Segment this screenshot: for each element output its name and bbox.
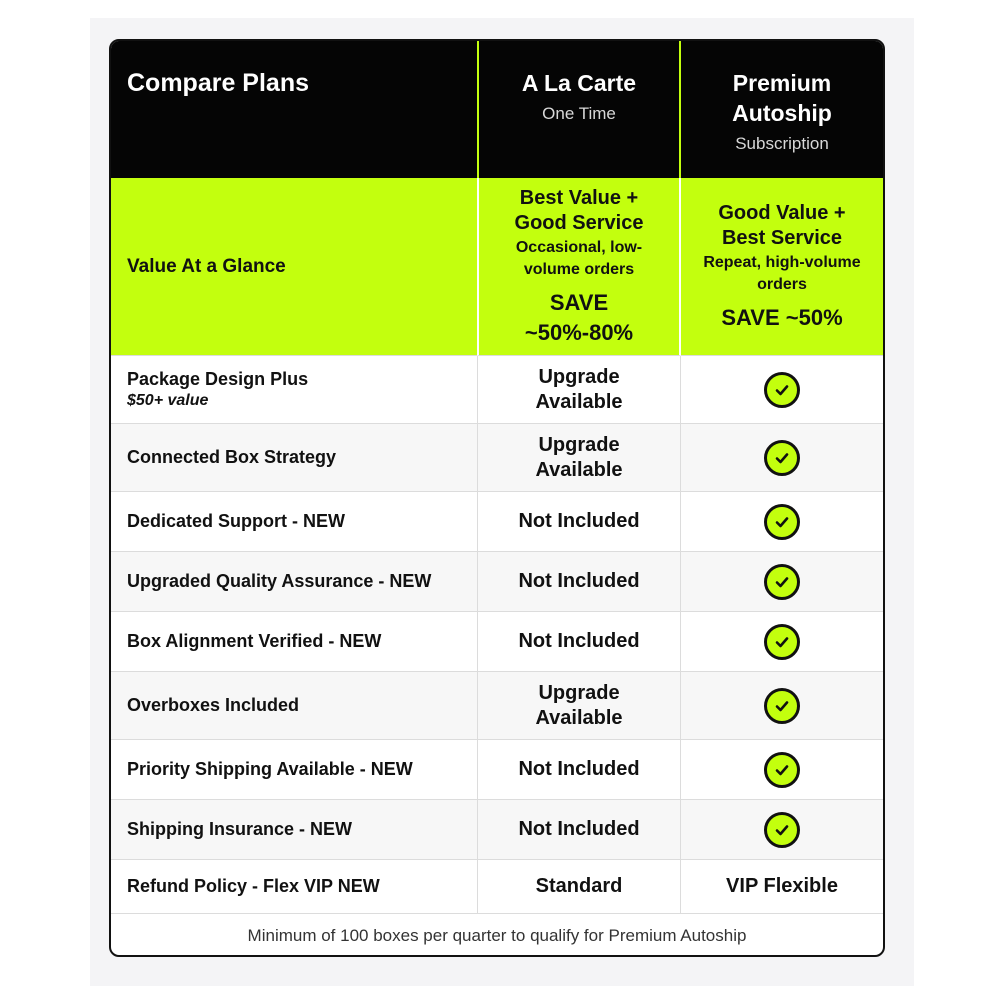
premium-autoship-value (681, 740, 883, 800)
a-la-carte-text: Upgrade (538, 681, 620, 704)
premium-autoship-value (681, 492, 883, 552)
a-la-carte-value (477, 672, 681, 740)
premium-autoship-value (681, 672, 883, 740)
value-description: volume orders (523, 260, 635, 278)
a-la-carte-value: Not Included (477, 800, 681, 860)
premium-autoship-value: VIP Flexible (681, 860, 883, 914)
feature-priority-shipping: Priority Shipping Available - NEW (111, 740, 477, 800)
compare-plans-table (109, 39, 885, 957)
plan-name: A La Carte (521, 70, 637, 96)
a-la-carte-value: Not Included (477, 612, 681, 672)
a-la-carte-text: Upgrade (538, 365, 620, 388)
value-title: Good Service (514, 211, 644, 234)
value-title: Best Service (721, 226, 843, 249)
feature-overboxes-included: Overboxes Included (111, 672, 477, 740)
check-icon (764, 752, 800, 788)
a-la-carte-value: Standard (477, 860, 681, 914)
table-title: Compare Plans (111, 41, 477, 178)
a-la-carte-value: Not Included (477, 740, 681, 800)
value-savings: SAVE (549, 289, 609, 315)
check-icon (764, 372, 800, 408)
feature-upgraded-quality-assurance: Upgraded Quality Assurance - NEW (111, 552, 477, 612)
feature-refund-policy: Refund Policy - Flex VIP NEW (111, 860, 477, 914)
feature-dedicated-support: Dedicated Support - NEW (111, 492, 477, 552)
check-icon (764, 688, 800, 724)
value-savings: SAVE ~50% (721, 304, 843, 330)
value-description: orders (757, 275, 807, 293)
plan-name: Premium (732, 70, 832, 96)
value-title: Best Value + (519, 186, 639, 209)
a-la-carte-text: Available (535, 706, 623, 729)
premium-autoship-value (681, 356, 883, 424)
a-la-carte-text: Available (535, 390, 623, 413)
a-la-carte-text: Upgrade (538, 433, 620, 456)
a-la-carte-text: Available (535, 458, 623, 481)
feature-sublabel: $50+ value (127, 392, 209, 409)
premium-autoship-value (681, 800, 883, 860)
plan-name: Autoship (732, 100, 832, 126)
plan-header-a-la-carte (477, 41, 681, 178)
feature-connected-box-strategy: Connected Box Strategy (111, 424, 477, 492)
premium-autoship-value (681, 424, 883, 492)
check-icon (764, 624, 800, 660)
value-title: Good Value + (718, 201, 846, 224)
plan-header-premium-autoship (681, 41, 883, 178)
feature-package-design-plus (111, 356, 477, 424)
value-premium-autoship (681, 178, 883, 356)
check-icon (764, 812, 800, 848)
check-icon (764, 564, 800, 600)
value-description: Occasional, low- (515, 238, 643, 256)
a-la-carte-value: Not Included (477, 552, 681, 612)
check-icon (764, 504, 800, 540)
feature-box-alignment-verified: Box Alignment Verified - NEW (111, 612, 477, 672)
feature-label: Package Design Plus (127, 369, 309, 389)
plan-type: Subscription (735, 134, 829, 153)
premium-autoship-value (681, 612, 883, 672)
premium-autoship-value (681, 552, 883, 612)
feature-shipping-insurance: Shipping Insurance - NEW (111, 800, 477, 860)
check-icon (764, 440, 800, 476)
a-la-carte-value (477, 356, 681, 424)
value-label: Value At a Glance (111, 178, 477, 356)
a-la-carte-value: Not Included (477, 492, 681, 552)
a-la-carte-value (477, 424, 681, 492)
value-description: Repeat, high-volume (703, 253, 861, 271)
value-savings: ~50%-80% (524, 319, 634, 345)
plan-type: One Time (542, 104, 616, 123)
footer-note: Minimum of 100 boxes per quarter to qualify for Premium Autoship (247, 926, 747, 945)
value-a-la-carte (477, 178, 681, 356)
